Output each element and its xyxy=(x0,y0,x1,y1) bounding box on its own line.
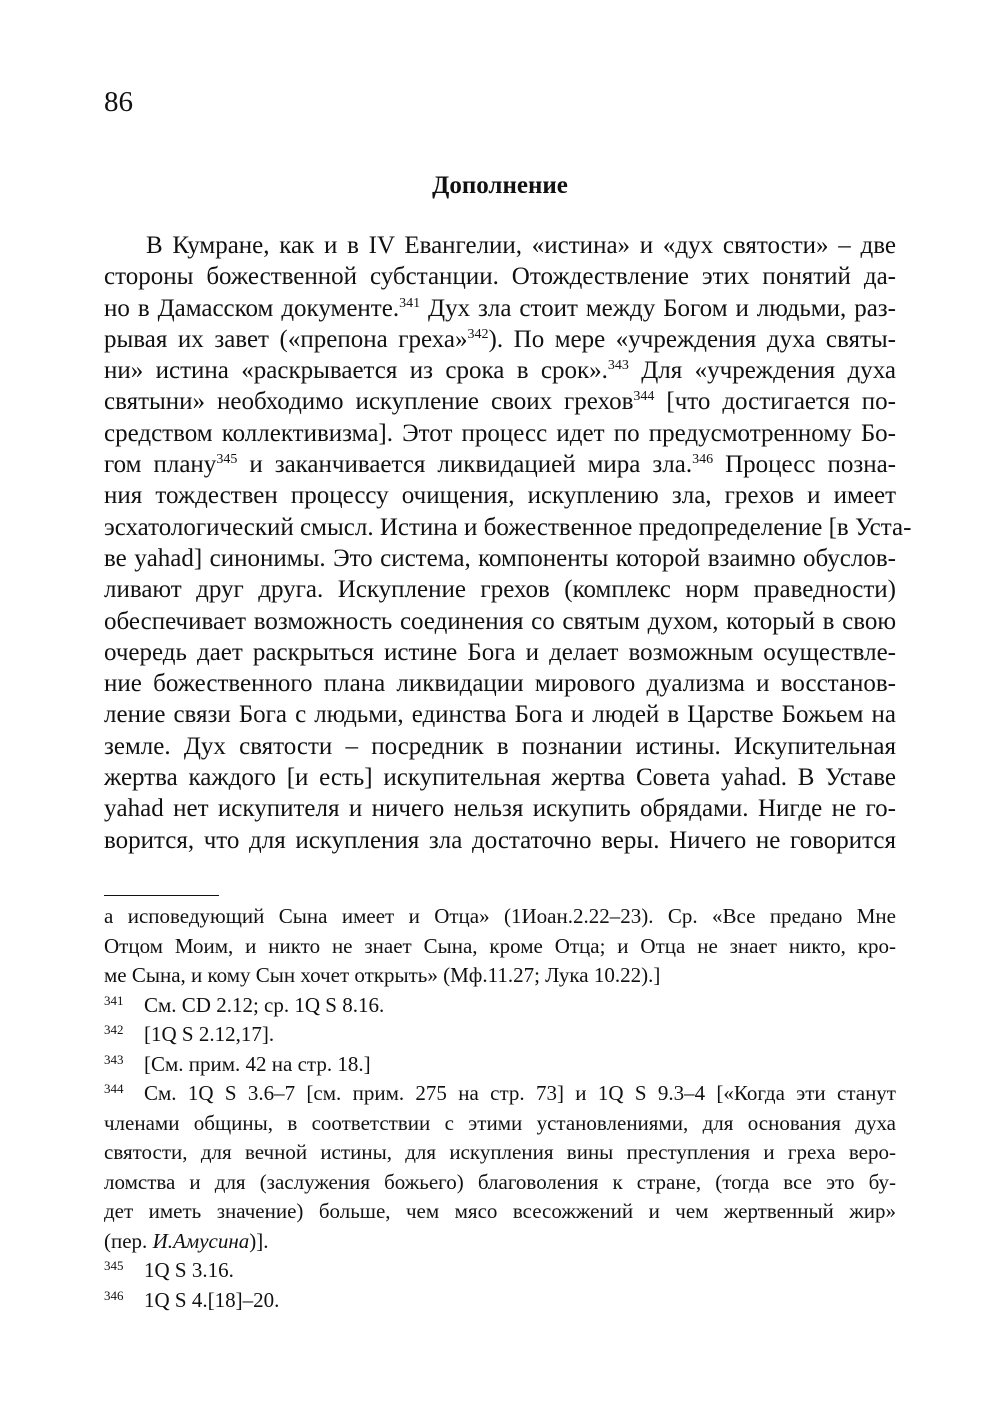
body-text-run: гом плану xyxy=(104,451,217,479)
body-line: ние божественного плана ликвидации мирового дуализма и восстанов- xyxy=(104,670,896,698)
body-text-run: ни» истина «раскрывается из срока в срок». xyxy=(104,357,608,385)
footnote-text: [1Q S 2.12,17]. xyxy=(144,1022,275,1046)
body-line: ния тождествен процессу очищения, искуплению зла, грехов и имеет xyxy=(104,482,896,510)
body-line xyxy=(104,449,896,480)
footnote-text: См. CD 2.12; ср. 1Q S 8.16. xyxy=(144,992,385,1017)
footnote-344-line xyxy=(104,1227,896,1257)
footnote-344-line: ломства и для (заслужения божьего) благоволения к стране, (тогда все это бу- xyxy=(104,1169,896,1194)
body-line: земле. Дух святости – посредник в познании истины. Искупительная xyxy=(104,732,896,760)
footnote-continuation-line: а исповедующий Сына имеет и Отца» (1Иоан.2.22–23). Ср. «Все предано Мне xyxy=(104,904,896,928)
footnote-text: См. 1Q S 3.6–7 [см. прим. 275 на стр. 73] и 1Q S 9.3–4 [«Когда эти станут xyxy=(144,1081,896,1105)
footnote-ref[interactable]: 346 xyxy=(692,452,714,468)
footnote-text: )]. xyxy=(249,1228,269,1253)
footnote-342: 342 [1Q S 2.12,17]. xyxy=(104,1022,275,1046)
body-line xyxy=(104,355,896,386)
body-text-run: рывая их завет («препона греха» xyxy=(104,325,468,353)
page-number: 86 xyxy=(104,86,133,118)
body-line xyxy=(104,324,896,355)
body-line: средством коллективизма]. Этот процесс идет по предусмотренному Бо- xyxy=(104,419,896,447)
footnote-ref[interactable]: 344 xyxy=(633,389,655,405)
body-line: ворится, что для искупления зла достаточно веры. Ничего не говорится xyxy=(104,826,896,854)
footnote-344-line: святости, для вечной истины, для искупления вины преступления и греха веро- xyxy=(104,1140,896,1164)
body-text-run: [что достигается по- xyxy=(654,388,897,416)
footnote-344-line: членами общины, в соответствии с этими установлениями, для основания духа xyxy=(104,1110,896,1135)
body-text-run: но в Дамасском документе. xyxy=(104,294,400,322)
footnote-345: 345 1Q S 3.16. xyxy=(104,1258,234,1282)
footnote-344-line: дет иметь значение) больше, чем мясо всесожжений и чем жертвенный жир» xyxy=(104,1199,896,1223)
body-line: очередь дает раскрыться истине Бога и делает возможным осуществле- xyxy=(104,638,896,666)
body-line: стороны божественной субстанции. Отождествление этих понятий да- xyxy=(104,263,896,291)
body-text-run: и заканчивается ликвидацией мира зла. xyxy=(237,451,693,479)
body-text-run: святыни» необходимо искупление своих грехов xyxy=(104,388,634,416)
footnote-ref[interactable]: 342 xyxy=(467,326,489,342)
footnote-344: 344 См. 1Q S 3.6–7 [см. прим. 275 на стр. 73] и 1Q S 9.3–4 [«Когда эти станут xyxy=(104,1081,896,1105)
body-line: эсхатологический смысл. Истина и божественное предопределение [в Уста- xyxy=(104,513,912,541)
footnote-continuation-line: Отцом Моим, и никто не знает Сына, кроме Отца; и Отца не знает никто, кро- xyxy=(104,933,896,958)
footnote-text: 1Q S 3.16. xyxy=(144,1258,234,1282)
body-line: ве yahad] синонимы. Это система, компоненты которой взаимно обуслов- xyxy=(104,544,896,572)
body-paragraph xyxy=(104,230,912,856)
translator-name: И.Амусина xyxy=(152,1228,250,1253)
section-heading: Дополнение xyxy=(432,172,568,199)
body-line: жертва каждого [и есть] искупительная жертва Совета yahad. В Уставе xyxy=(104,764,896,792)
body-line: ление связи Бога с людьми, единства Бога и людей в Царстве Божьем на xyxy=(104,701,896,729)
footnote-ref[interactable]: 341 xyxy=(399,295,421,311)
footnote-continuation-line: ме Сына, и кому Сын хочет открыть» (Мф.11.27; Лука 10.22).] xyxy=(104,963,661,987)
footnote-ref[interactable]: 343 xyxy=(607,358,629,374)
footnote-343: 343 [См. прим. 42 на стр. 18.] xyxy=(104,1051,371,1076)
body-line xyxy=(104,293,896,324)
footnote-text: 1Q S 4.[18]–20. xyxy=(144,1287,280,1312)
body-text-run: Процесс позна- xyxy=(713,451,896,479)
footnote-341: 341 См. CD 2.12; ср. 1Q S 8.16. xyxy=(104,992,385,1017)
footnote-text: (пер. xyxy=(104,1228,153,1253)
body-line: обеспечивает возможность соединения со святым духом, который в свою xyxy=(104,607,896,635)
body-line xyxy=(104,386,896,417)
body-line: yahad нет искупителя и ничего нельзя искупить обрядами. Нигде не го- xyxy=(104,795,896,823)
body-text-run: Для «учреждения духа xyxy=(628,357,896,385)
footnotes-section xyxy=(104,902,896,1315)
body-text-run: ). По мере «учреждения духа святы- xyxy=(488,325,896,353)
body-line: ливают друг друга. Искупление грехов (комплекс норм праведности) xyxy=(104,576,896,604)
body-text-run: Дух зла стоит между Богом и людьми, раз- xyxy=(420,294,896,322)
body-line: В Кумране, как и в IV Евангелии, «истина» и «дух святости» – две xyxy=(146,232,896,259)
footnote-divider xyxy=(104,895,219,896)
footnote-text: [См. прим. 42 на стр. 18.] xyxy=(144,1051,371,1076)
footnote-ref[interactable]: 345 xyxy=(216,452,238,468)
footnote-346: 346 1Q S 4.[18]–20. xyxy=(104,1287,280,1312)
